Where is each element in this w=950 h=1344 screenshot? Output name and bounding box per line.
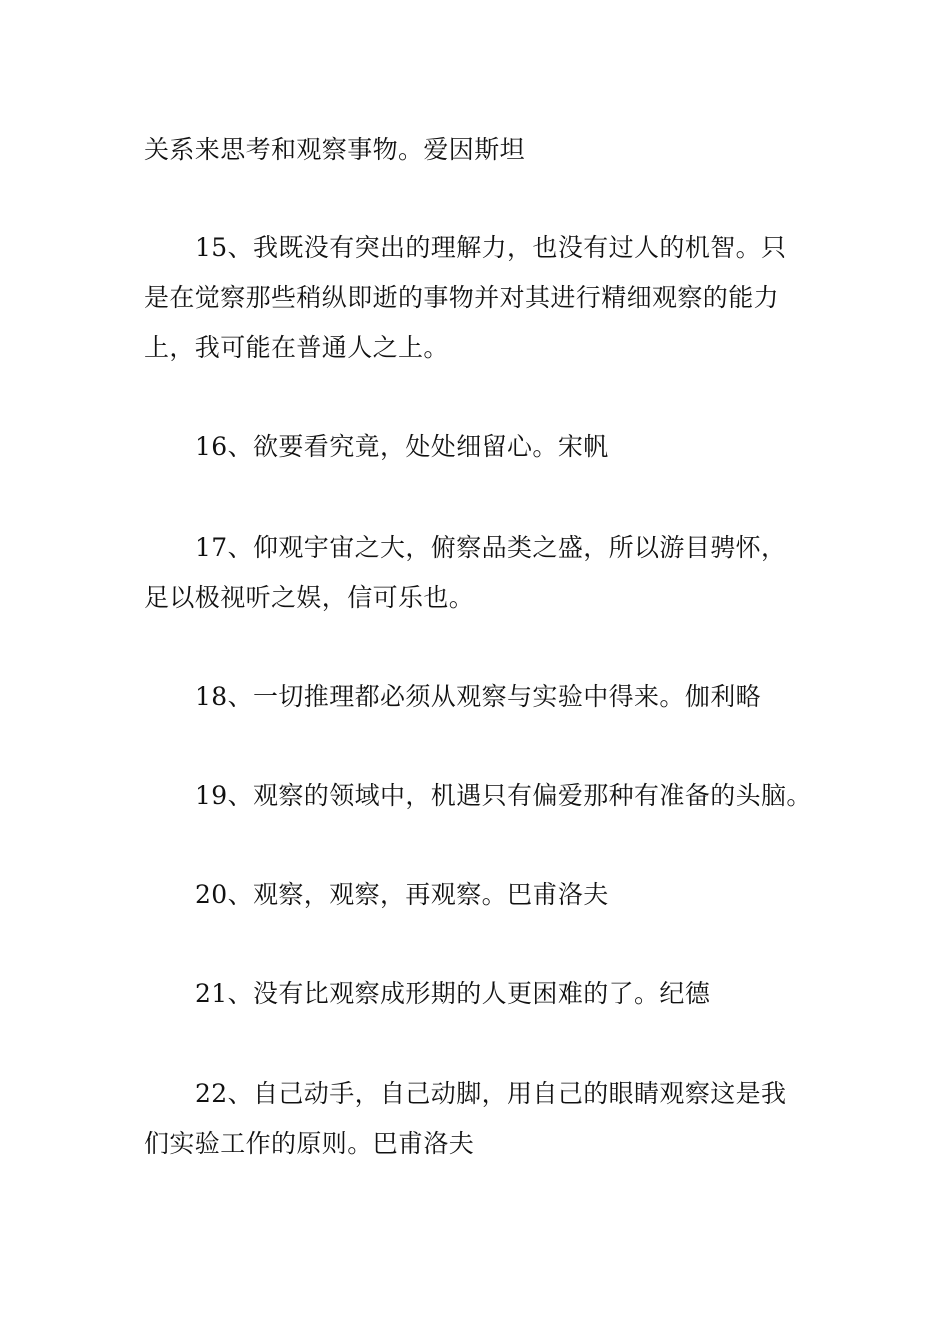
text-line: 关系来思考和观察事物。爱因斯坦 [144,135,526,164]
quote-20: 20、观察，观察，再观察。巴甫洛夫 [195,880,609,909]
quote-15-line-2: 是在觉察那些稍纵即逝的事物并对其进行精细观察的能力 [144,283,780,312]
quote-15-line-1: 15、我既没有突出的理解力，也没有过人的机智。只 [195,233,787,262]
quote-22-line-2: 们实验工作的原则。巴甫洛夫 [144,1129,475,1158]
quote-21: 21、没有比观察成形期的人更困难的了。纪德 [195,979,711,1008]
quote-15-line-3: 上，我可能在普通人之上。 [144,333,449,362]
quote-22-line-1: 22、自己动手，自己动脚，用自己的眼睛观察这是我 [195,1079,787,1108]
quote-17-line-2: 足以极视听之娱，信可乐也。 [144,583,475,612]
quote-18: 18、一切推理都必须从观察与实验中得来。伽利略 [195,682,762,711]
quote-17-line-1: 17、仰观宇宙之大，俯察品类之盛，所以游目骋怀， [195,533,787,562]
quote-16: 16、欲要看究竟，处处细留心。宋帆 [195,432,609,461]
quote-19: 19、观察的领域中，机遇只有偏爱那种有准备的头脑。 [195,781,812,810]
